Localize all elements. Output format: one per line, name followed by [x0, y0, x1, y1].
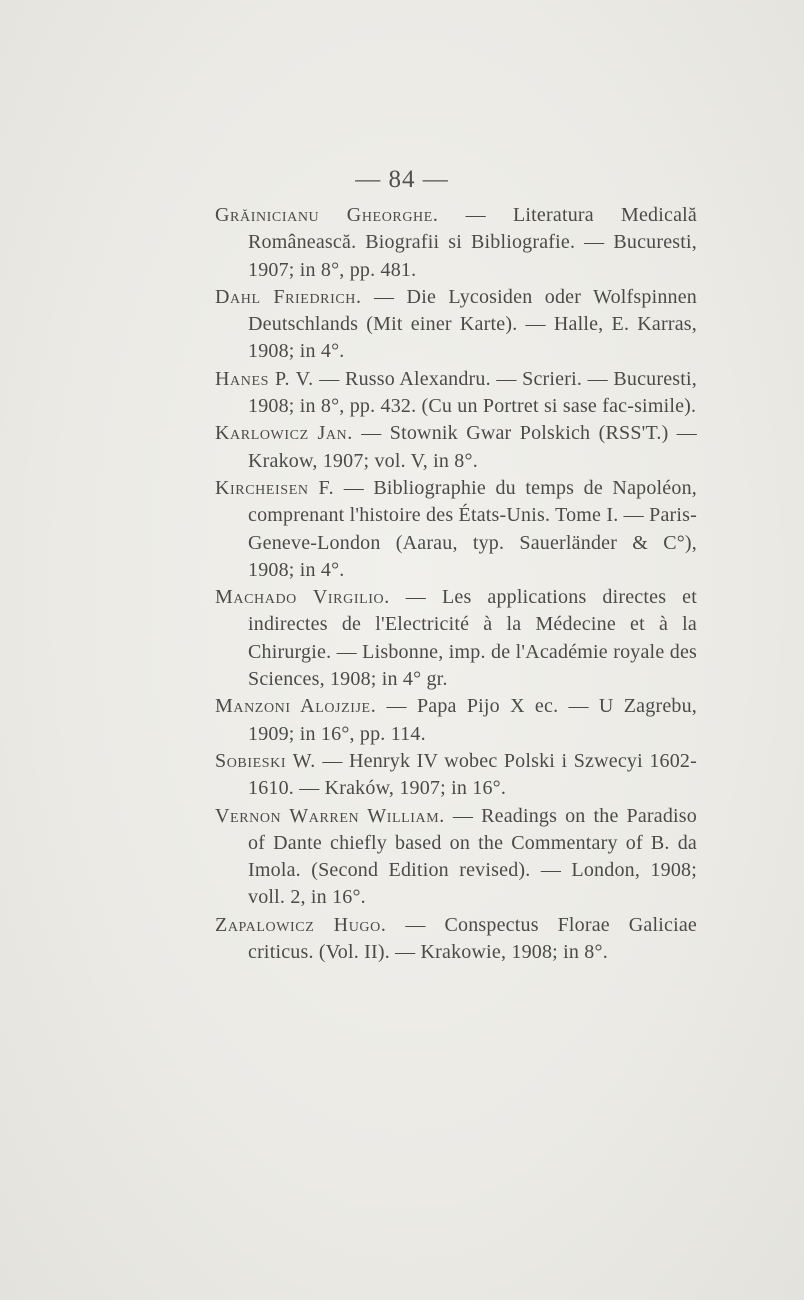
entry-author: Kircheisen F. [215, 476, 335, 499]
entry-author: Dahl Friedrich. [215, 285, 362, 308]
entry-author: Hanes P. V. [215, 367, 314, 390]
bibliography-entry [215, 366, 697, 421]
entry-text: — Henryk IV wobec Polski i Szwecyi 1602-1610. — Kraków, 1907; in 16°. [248, 749, 697, 800]
bibliography-entry [215, 693, 697, 748]
entry-author: Sobieski W. [215, 749, 316, 772]
entry-text: — Literatura Medicală Românească. Biografii si Bibliografie. — Bucuresti, 1907; in 8°, pp. 481. [248, 204, 697, 281]
entry-text: — Russo Alexandru. — Scrieri. — Bucuresti, 1908; in 8°, pp. 432. (Cu un Portret si sase fac-simile). [248, 367, 698, 418]
bibliography-list [215, 202, 697, 966]
bibliography-entry [215, 912, 697, 967]
entry-text: — Conspectus Florae Galiciae criticus. (Vol. II). — Krakowie, 1908; in 8°. [248, 913, 697, 964]
bibliography-entry [215, 584, 697, 693]
entry-author: Vernon Warren William. [215, 804, 445, 827]
entry-text: — Readings on the Paradiso of Dante chiefly based on the Commentary of B. da Imola. (Second Edition revised). — London, 1908; voll. 2, in 16°. [248, 804, 697, 909]
entry-text: — Die Lycosiden oder Wolfspinnen Deutschlands (Mit einer Karte). — Halle, E. Karras, 1908; in 4°. [248, 285, 698, 363]
entry-author: Manzoni Alojzije. [215, 695, 377, 718]
entry-author: Zapalowicz Hugo. [215, 913, 387, 936]
bibliography-entry [215, 284, 697, 366]
bibliography-entry [215, 475, 697, 584]
entry-author: Grăinicianu Gheorghe. [215, 204, 439, 226]
entry-author: Machado Virgilio. [215, 586, 390, 609]
entry-text: — Les applications directes et indirectes de l'Electricité à la Médecine et à la Chirurgie. — Lisbonne, imp. de l'Académie royale des Sciences, 1908; in 4° gr. [248, 586, 697, 691]
entry-text: — Papa Pijo X ec. — U Zagrebu, 1909; in 16°, pp. 114. [248, 695, 697, 745]
bibliography-entry [215, 803, 697, 912]
page-number: — 84 — [355, 166, 449, 193]
entry-text: — Bibliographie du temps de Napoléon, comprenant l'histoire des États-Unis. Tome I. — Paris-Geneve-London (Aarau, typ. Sauerländer & C°), 1908; in 4°. [248, 476, 697, 581]
entry-author: Karlowicz Jan. [215, 422, 353, 445]
bibliography-entry [215, 202, 697, 284]
bibliography-entry [215, 748, 697, 803]
bibliography-entry [215, 420, 697, 475]
entry-text: — Stownik Gwar Polskich (RSS'T.) — Krakow, 1907; vol. V, in 8°. [248, 422, 697, 472]
